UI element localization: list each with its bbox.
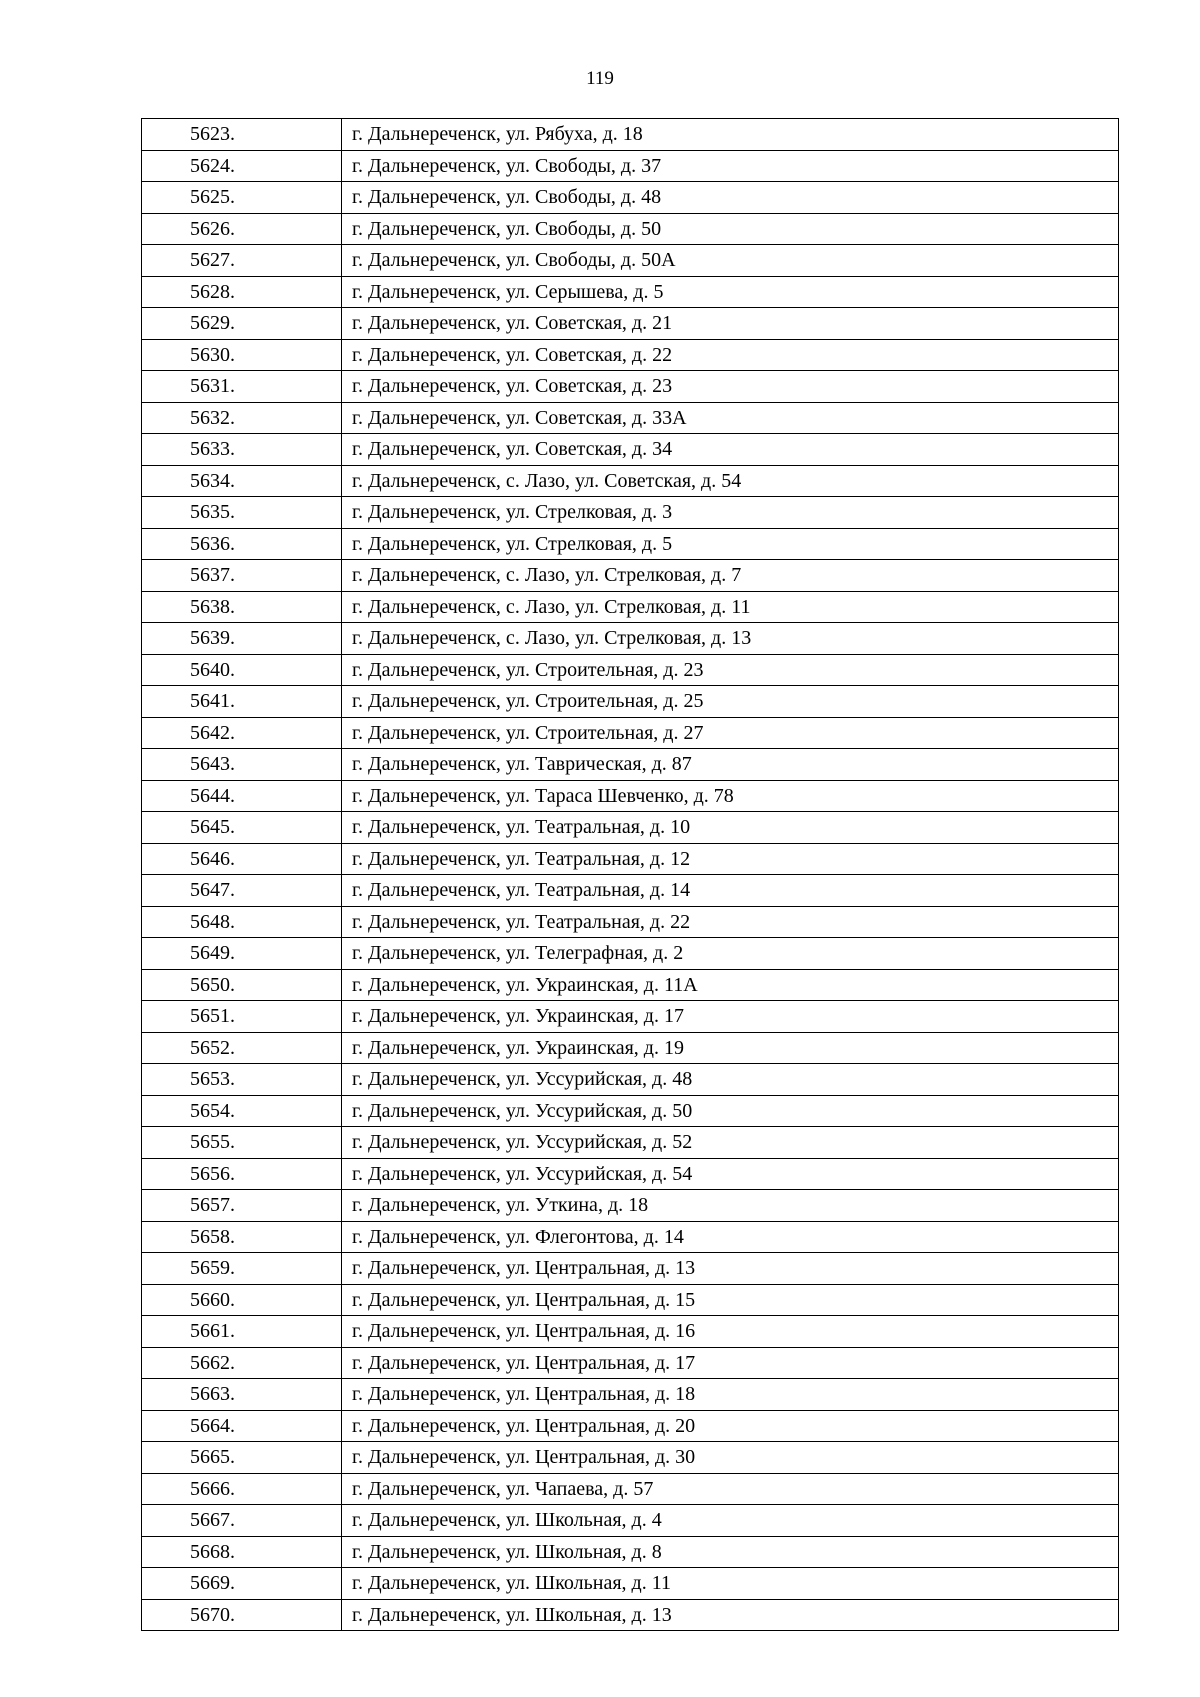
row-number-cell: 5644. [142,780,342,812]
address-table-body [142,119,1119,1631]
address-cell: г. Дальнереченск, ул. Советская, д. 33А [342,402,1119,434]
address-cell: г. Дальнереченск, ул. Центральная, д. 18 [342,1379,1119,1411]
address-cell: г. Дальнереченск, ул. Рябуха, д. 18 [342,119,1119,151]
row-number-cell: 5626. [142,213,342,245]
table-row [142,1505,1119,1537]
row-number-cell: 5648. [142,906,342,938]
address-cell: г. Дальнереченск, ул. Центральная, д. 13 [342,1253,1119,1285]
row-number-cell: 5665. [142,1442,342,1474]
table-row [142,339,1119,371]
row-number-cell: 5645. [142,812,342,844]
table-row [142,213,1119,245]
row-number-cell: 5661. [142,1316,342,1348]
table-row [142,1158,1119,1190]
address-cell: г. Дальнереченск, ул. Уссурийская, д. 54 [342,1158,1119,1190]
table-row [142,276,1119,308]
table-row [142,969,1119,1001]
row-number-cell: 5635. [142,497,342,529]
table-row [142,371,1119,403]
address-cell: г. Дальнереченск, ул. Украинская, д. 11А [342,969,1119,1001]
row-number-cell: 5653. [142,1064,342,1096]
table-row [142,1599,1119,1631]
address-cell: г. Дальнереченск, ул. Школьная, д. 11 [342,1568,1119,1600]
address-cell: г. Дальнереченск, с. Лазо, ул. Стрелковая, д. 11 [342,591,1119,623]
row-number-cell: 5669. [142,1568,342,1600]
table-row [142,1473,1119,1505]
table-row [142,1032,1119,1064]
address-cell: г. Дальнереченск, ул. Школьная, д. 4 [342,1505,1119,1537]
address-cell: г. Дальнереченск, ул. Телеграфная, д. 2 [342,938,1119,970]
table-row [142,1536,1119,1568]
address-cell: г. Дальнереченск, ул. Центральная, д. 16 [342,1316,1119,1348]
page-number: 119 [586,68,614,89]
address-cell: г. Дальнереченск, ул. Свободы, д. 50 [342,213,1119,245]
table-row [142,1442,1119,1474]
address-cell: г. Дальнереченск, ул. Строительная, д. 23 [342,654,1119,686]
address-cell: г. Дальнереченск, ул. Уссурийская, д. 48 [342,1064,1119,1096]
address-cell: г. Дальнереченск, ул. Театральная, д. 10 [342,812,1119,844]
row-number-cell: 5641. [142,686,342,718]
address-cell: г. Дальнереченск, ул. Уткина, д. 18 [342,1190,1119,1222]
row-number-cell: 5670. [142,1599,342,1631]
row-number-cell: 5647. [142,875,342,907]
address-cell: г. Дальнереченск, ул. Украинская, д. 17 [342,1001,1119,1033]
row-number-cell: 5632. [142,402,342,434]
row-number-cell: 5643. [142,749,342,781]
address-cell: г. Дальнереченск, ул. Советская, д. 34 [342,434,1119,466]
address-cell: г. Дальнереченск, ул. Флегонтова, д. 14 [342,1221,1119,1253]
address-cell: г. Дальнереченск, ул. Театральная, д. 22 [342,906,1119,938]
table-row [142,465,1119,497]
row-number-cell: 5668. [142,1536,342,1568]
table-row [142,717,1119,749]
row-number-cell: 5654. [142,1095,342,1127]
row-number-cell: 5636. [142,528,342,560]
table-row [142,402,1119,434]
row-number-cell: 5662. [142,1347,342,1379]
row-number-cell: 5657. [142,1190,342,1222]
address-cell: г. Дальнереченск, ул. Украинская, д. 19 [342,1032,1119,1064]
table-row [142,119,1119,151]
table-row [142,654,1119,686]
address-cell: г. Дальнереченск, ул. Школьная, д. 13 [342,1599,1119,1631]
table-row [142,1410,1119,1442]
row-number-cell: 5642. [142,717,342,749]
row-number-cell: 5658. [142,1221,342,1253]
address-cell: г. Дальнереченск, ул. Серышева, д. 5 [342,276,1119,308]
row-number-cell: 5663. [142,1379,342,1411]
table-row [142,1001,1119,1033]
address-cell: г. Дальнереченск, ул. Центральная, д. 20 [342,1410,1119,1442]
address-cell: г. Дальнереченск, ул. Таврическая, д. 87 [342,749,1119,781]
row-number-cell: 5625. [142,182,342,214]
address-cell: г. Дальнереченск, ул. Свободы, д. 37 [342,150,1119,182]
table-row [142,1064,1119,1096]
address-cell: г. Дальнереченск, ул. Строительная, д. 27 [342,717,1119,749]
address-cell: г. Дальнереченск, ул. Советская, д. 23 [342,371,1119,403]
row-number-cell: 5624. [142,150,342,182]
row-number-cell: 5637. [142,560,342,592]
address-table [141,118,1119,1631]
address-cell: г. Дальнереченск, ул. Стрелковая, д. 5 [342,528,1119,560]
address-cell: г. Дальнереченск, ул. Чапаева, д. 57 [342,1473,1119,1505]
table-row [142,182,1119,214]
address-cell: г. Дальнереченск, ул. Школьная, д. 8 [342,1536,1119,1568]
table-row [142,749,1119,781]
address-cell: г. Дальнереченск, ул. Центральная, д. 15 [342,1284,1119,1316]
table-row [142,497,1119,529]
table-row [142,591,1119,623]
row-number-cell: 5651. [142,1001,342,1033]
address-cell: г. Дальнереченск, ул. Стрелковая, д. 3 [342,497,1119,529]
table-row [142,812,1119,844]
table-row [142,1127,1119,1159]
row-number-cell: 5629. [142,308,342,340]
address-cell: г. Дальнереченск, ул. Центральная, д. 30 [342,1442,1119,1474]
table-row [142,528,1119,560]
table-row [142,1095,1119,1127]
address-cell: г. Дальнереченск, с. Лазо, ул. Стрелковая, д. 13 [342,623,1119,655]
row-number-cell: 5640. [142,654,342,686]
address-cell: г. Дальнереченск, ул. Советская, д. 22 [342,339,1119,371]
row-number-cell: 5631. [142,371,342,403]
address-cell: г. Дальнереченск, ул. Свободы, д. 48 [342,182,1119,214]
row-number-cell: 5652. [142,1032,342,1064]
row-number-cell: 5656. [142,1158,342,1190]
table-row [142,1379,1119,1411]
address-cell: г. Дальнереченск, ул. Театральная, д. 14 [342,875,1119,907]
address-cell: г. Дальнереченск, ул. Уссурийская, д. 50 [342,1095,1119,1127]
row-number-cell: 5664. [142,1410,342,1442]
row-number-cell: 5634. [142,465,342,497]
table-row [142,623,1119,655]
row-number-cell: 5650. [142,969,342,1001]
table-row [142,245,1119,277]
row-number-cell: 5628. [142,276,342,308]
table-row [142,1568,1119,1600]
row-number-cell: 5666. [142,1473,342,1505]
row-number-cell: 5630. [142,339,342,371]
table-row [142,1221,1119,1253]
row-number-cell: 5667. [142,1505,342,1537]
row-number-cell: 5638. [142,591,342,623]
address-cell: г. Дальнереченск, ул. Театральная, д. 12 [342,843,1119,875]
row-number-cell: 5633. [142,434,342,466]
row-number-cell: 5627. [142,245,342,277]
row-number-cell: 5655. [142,1127,342,1159]
row-number-cell: 5646. [142,843,342,875]
table-row [142,1190,1119,1222]
row-number-cell: 5659. [142,1253,342,1285]
table-row [142,1316,1119,1348]
row-number-cell: 5623. [142,119,342,151]
address-cell: г. Дальнереченск, ул. Строительная, д. 25 [342,686,1119,718]
address-cell: г. Дальнереченск, с. Лазо, ул. Стрелковая, д. 7 [342,560,1119,592]
table-row [142,843,1119,875]
table-row [142,938,1119,970]
address-cell: г. Дальнереченск, ул. Советская, д. 21 [342,308,1119,340]
address-cell: г. Дальнереченск, с. Лазо, ул. Советская, д. 54 [342,465,1119,497]
row-number-cell: 5639. [142,623,342,655]
row-number-cell: 5649. [142,938,342,970]
table-row [142,560,1119,592]
address-cell: г. Дальнереченск, ул. Уссурийская, д. 52 [342,1127,1119,1159]
row-number-cell: 5660. [142,1284,342,1316]
table-row [142,308,1119,340]
address-cell: г. Дальнереченск, ул. Центральная, д. 17 [342,1347,1119,1379]
table-row [142,1284,1119,1316]
table-row [142,906,1119,938]
table-row [142,1253,1119,1285]
address-cell: г. Дальнереченск, ул. Свободы, д. 50А [342,245,1119,277]
table-row [142,434,1119,466]
table-row [142,875,1119,907]
table-row [142,686,1119,718]
table-row [142,150,1119,182]
table-row [142,780,1119,812]
address-cell: г. Дальнереченск, ул. Тараса Шевченко, д. 78 [342,780,1119,812]
table-row [142,1347,1119,1379]
